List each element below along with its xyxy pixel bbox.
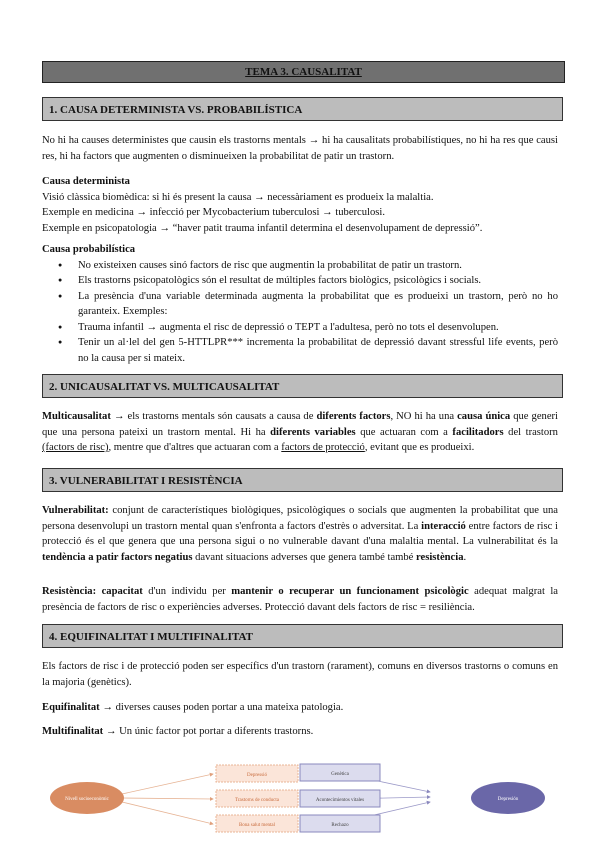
list-item: ● La presència d'una variable determinada augmenta la probabilitat que es produeixi un trastorn, però no ho garanteix. Exemples: [64,289,558,320]
paragraph-multifinality [42,724,558,740]
text-run: entre factors de risc i protecció és el que genera que una persona sigui o no vulnerable davant d'una malaltia mental. La vulnerabilitat és la [42,520,558,547]
text-run: del trastorn [503,426,558,438]
det-line: Visió clàssica biomèdica: si hi és present la causa → necessàriament es produeix la malaltia. [42,191,434,203]
deterministic-block [42,174,558,236]
bold-text: Multicausalitat [42,411,111,422]
text-run: Els factors de risc i de protecció poden ser específics d'un trastorn (rarament), comuns en diversos trastorns o comuns en la majoria (genètics). [42,661,558,688]
bold-text: interacció [421,520,466,532]
paragraph-equifinality [42,700,558,716]
factor-label: Acontecimientos vitales [315,798,365,803]
text-run: , mentre que d'altres que actuaran com a [108,442,282,453]
section-heading-4: 4. EQUIFINALITAT I MULTIFINALITAT [42,624,563,648]
subheading-deterministic: Causa determinista [42,176,130,187]
bold-text: mantenir o recuperar un funcionament psicològic [231,586,469,597]
text-run: No hi ha causes deterministes que causin els trastorns mentals → hi ha causalitats probabilístiques, no hi ha res que causi res, hi ha factors que augmenten o disminueixen la probabilitat de patir un trastorn. [42,135,558,162]
equifinality-multifinality-diagram [42,755,562,840]
target-label: Depresión [497,797,519,802]
text-run: adequat malgrat la presència de factors de risc o experiències adverses. Protecció davant dels factors de risc = resiliència. [42,586,558,613]
arrow [122,774,213,794]
factor-label: Rechazo [331,823,349,828]
probabilistic-list [42,258,558,367]
text-run: → Un únic factor pot portar a diferents trastorns. [103,726,314,737]
subheading-probabilistic: Causa probabilística [42,244,136,255]
det-line: Exemple en medicina → infecció per Mycobacterium tuberculosi → tuberculosi. [42,207,386,218]
text-run: que generi que una persona pateixi un trastorn mental. Hi ha [42,411,558,438]
det-line: Exemple en psicopatologia → “haver patit trauma infantil determina el desenvolupament de depressió”. [42,222,483,234]
bold-text: Vulnerabilitat: [42,505,109,516]
text-run: , evitant que es produeixi. [364,442,475,453]
middle-nodes [216,765,298,832]
paragraph-resistance [42,584,558,615]
bold-text: diferents factors [316,411,391,422]
text-run: . [463,551,467,563]
text-run: → diverses causes poden portar a una mateixa patologia. [99,702,344,713]
bold-text: causa única [457,411,511,422]
arrow [122,798,213,799]
text-run: d'un individu per [142,586,232,597]
text-run: davant situacions adverses que genera també també [192,551,417,563]
middle-label: Bona salut mental [238,823,276,828]
bold-text: Multifinalitat [42,726,104,737]
bold-text: resistència [416,551,464,563]
probabilistic-block [42,242,558,366]
list-item: ● Trauma infantil → augmenta el risc de depressió o TEPT a l'adultesa, però no tots el desenvolupen. [64,320,558,336]
underlined-text: factors de protecció [281,442,365,453]
paragraph-multicausality [42,409,558,456]
bold-text: facilitadors [452,426,504,438]
arrow [122,802,213,824]
underlined-text: (factors de risc) [42,442,109,453]
section-heading-2: 2. UNICAUSALITAT VS. MULTICAUSALITAT [42,374,563,398]
paragraph-vulnerability [42,503,558,565]
text-run: , NO hi ha una [390,411,458,422]
bold-text: tendència a patir factors negatius [42,551,193,563]
bold-text: diferents variables [270,426,356,438]
factor-label: Genètica [331,772,349,777]
text-run: que actuaran com a [355,426,453,438]
middle-label: Depressió [247,773,267,778]
bold-text: Equifinalitat [42,702,100,713]
text-run: → els trastorns mentals són causats a causa de [110,411,317,422]
document-title: TEMA 3. CAUSALITAT [42,61,565,83]
paragraph-intro [42,133,558,164]
middle-label: Trastorns de conducta [235,798,279,803]
source-label: Nivell socioeconòmic [65,797,109,802]
section-heading-1: 1. CAUSA DETERMINISTA VS. PROBABILÍSTICA [42,97,563,121]
factor-nodes [300,764,380,832]
list-item: ● Els trastorns psicopatològics són el resultat de múltiples factors biològics, psicològics i socials. [64,273,558,289]
text-run: conjunt de característiques biològiques, psicològiques o socials que augmenten la probabilitat que una persona desenvolupi un trastorn mental quan s'enfronta a factors d'estrès o adversitat. La [42,505,558,532]
paragraph-factors [42,659,558,690]
list-item: ● Tenir un al·lel del gen 5-HTTLPR*** incrementa la probabilitat de depressió davant stressful life events, però no la causa per si mateix. [64,335,558,366]
section-heading-3: 3. VULNERABILITAT I RESISTÈNCIA [42,468,563,492]
list-item: ● No existeixen causes sinó factors de risc que augmentin la probabilitat de patir un trastorn. [64,258,558,274]
bold-text: Resistència: capacitat [42,586,143,597]
